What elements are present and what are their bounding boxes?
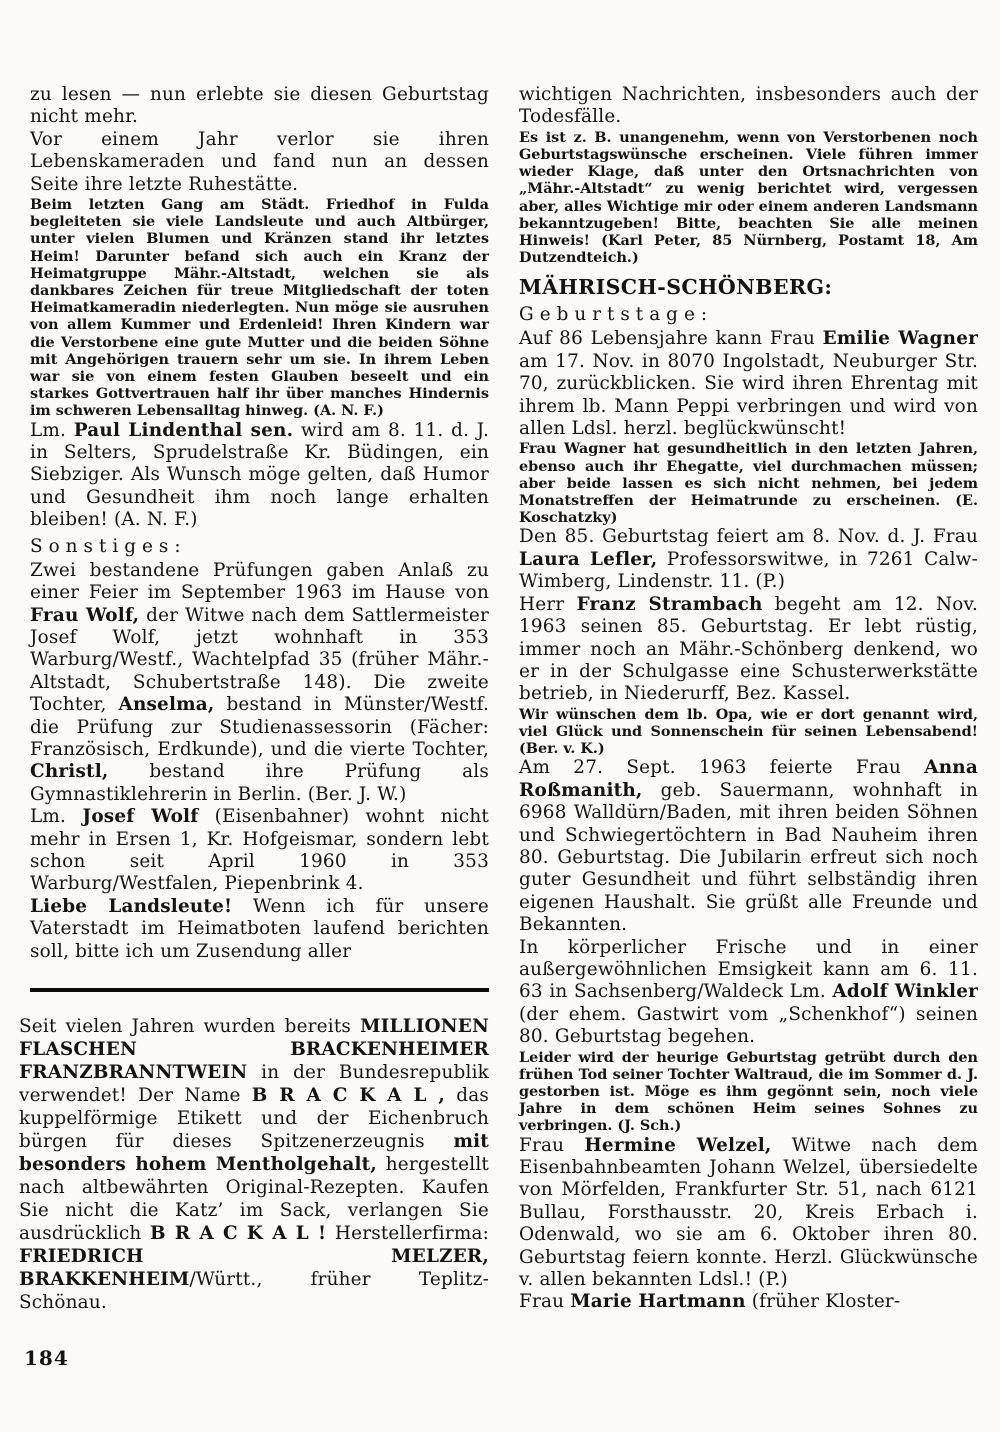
paragraph (519, 328, 978, 440)
emphasized-name: Josef Wolf (82, 806, 199, 828)
paragraph (519, 440, 978, 526)
text-run: wichtigen Nachrichten, insbesonders auch der Todesfälle. (519, 84, 978, 128)
text-run: Frau Wagner hat gesundheitlich in den letzten Jahren, ebenso auch ihr Ehegatte, viel durchmachen müssen; aber beide lassen es sich nicht nehmen, bei jedem Monatstreffen der Heimatrunde zu erscheinen. (E. Koschatzky) (519, 440, 978, 527)
emphasized-name: B R A C K A L , (251, 1085, 446, 1107)
text-run: Den 85. Geburtstag feiert am 8. Nov. d. J. Frau (519, 526, 978, 548)
emphasized-name: Marie Hartmann (570, 1291, 746, 1313)
paragraph (30, 84, 489, 129)
emphasized-name: MILLIONEN FLASCHEN BRACKENHEIMER FRANZBRANNTWEIN (19, 1016, 489, 1084)
text-run: /Württ., früher Teplitz-Schönau. (19, 1269, 489, 1314)
emphasized-name: Anselma, (118, 694, 215, 716)
right-column (519, 84, 978, 1314)
text-run: das kuppelförmige Etikett und der Eichenbruch bürgen für dieses Spitzenerzeugnis (19, 1085, 489, 1153)
paragraph (30, 129, 489, 196)
text-run: Lm. (30, 419, 74, 441)
subsection-heading: Geburtstage: (519, 304, 714, 326)
text-run: Seit vielen Jahren wurden bereits (19, 1016, 361, 1038)
paragraph (30, 560, 489, 806)
paragraph (519, 594, 978, 706)
section-divider (30, 988, 489, 992)
text-run: Lm. (30, 806, 83, 828)
paragraph (30, 896, 489, 963)
text-run: Witwe nach dem Eisenbahnbeamten Johann Welzel, übersiedelte von Mörfelden, Frankfurter Str. 51, nach 6121 Bullau, Forsthausstr. 20, Kreis Erbach i. Odenwald, wo sie am 6. Oktober ihren 80. Geburtstag feiern konnte. Herzl. Glückwünsche v. allen bekannten Ldsl.! (P.) (519, 1134, 979, 1291)
section-heading: MÄHRISCH-SCHÖNBERG: (519, 275, 833, 300)
paragraph (519, 1135, 978, 1292)
text-run: Wenn ich für unsere Vaterstadt im Heimatboten laufend berichten soll, bitte ich um Zusendung aller (30, 895, 489, 962)
paragraph (519, 706, 978, 758)
emphasized-name: Franz Strambach (576, 593, 763, 615)
text-run: Leider wird der heurige Geburtstag getrübt durch den frühen Tod seiner Tochter Waltraud, die im Sommer d. J. gestorben ist. Möge es ihm gegönnt sein, noch viele Jahre in dem schönen Heim seines Sohnes zu verbringen. (J. Sch.) (519, 1048, 978, 1135)
text-run: Am 27. Sept. 1963 feierte Frau (519, 757, 925, 779)
text-run: in der Bundesrepublik verwendet! Der Name (19, 1062, 489, 1107)
paragraph (30, 196, 489, 420)
paragraph (519, 129, 978, 267)
paragraph (519, 937, 978, 1049)
text-run: (früher Kloster- (745, 1291, 901, 1313)
text-run: geb. Sauermann, wohnhaft in 6968 Walldürn/Baden, mit ihren beiden Söhnen und Schwiegertöchtern in Bad Nauheim ihren 80. Geburtstag. Die Jubilarin erfreut sich noch guter Gesundheit und führt selbständig ihren eigenen Haushalt. Sie grüßt alle Freunde und Bekannten. (519, 779, 978, 936)
paragraph (30, 806, 489, 896)
left-column (19, 84, 490, 1314)
text-run: bestand in Münster/Westf. die Prüfung zur Studienassessorin (Fächer: Französisch, Erdkunde), und die vierte Tochter, (30, 694, 490, 760)
emphasized-name: Frau Wolf, (30, 604, 140, 626)
emphasized-name: Anna Roßmanith, (519, 757, 978, 801)
text-run: Professorswitwe, in 7261 Calw-Wimberg, Lindenstr. 11. (P.) (519, 548, 979, 593)
text-run: zu lesen — nun erlebte sie diesen Geburtstag nicht mehr. (30, 84, 489, 128)
text-run: Herstellerfirma: (326, 1223, 490, 1245)
text-run: Wir wünschen dem lb. Opa, wie er dort genannt wird, viel Glück und Sonnenschein für seinen Lebensabend! (Ber. v. K.) (519, 705, 978, 758)
page-number: 184 (24, 1346, 69, 1370)
text-run: Frau (519, 1134, 585, 1156)
text-run: Vor einem Jahr verlor sie ihren Lebenskameraden und fand nun an dessen Seite ihre letzte Ruhestätte. (30, 128, 489, 195)
emphasized-name: B R A C K A L ! (149, 1223, 327, 1245)
text-run: Auf 86 Lebensjahre kann Frau (519, 328, 823, 350)
text-run: der Witwe nach dem Sattlermeister Josef Wolf, jetzt wohnhaft in 353 Warburg/Westf., Wachtelpfad 35 (früher Mähr.-Altstadt, Schubertstraße 148). Die zweite Tochter, (30, 604, 490, 716)
emphasized-name: Laura Lefler, (519, 548, 658, 570)
emphasized-name: FRIEDRICH MELZER, BRAKKENHEIM (19, 1246, 489, 1291)
subsection-heading: Sonstiges: (30, 535, 187, 557)
text-run: am 17. Nov. in 8070 Ingolstadt, Neuburger Str. 70, zurückblicken. Sie wird ihren Ehrentag mit ihrem lb. Mann Peppi verbringen und wird von allen Ldsl. herzl. beglückwünscht! (519, 350, 978, 440)
emphasized-name: Hermine Welzel, (584, 1134, 772, 1156)
emphasized-name: Liebe Landsleute! (30, 895, 233, 917)
text-run: Zwei bestandene Prüfungen gaben Anlaß zu einer Feier im September 1963 im Hause von (30, 559, 489, 604)
emphasized-name: Paul Lindenthal sen. (73, 419, 294, 441)
text-run: bestand ihre Prüfung als Gymnastiklehrerin in Berlin. (Ber. J. W.) (30, 761, 489, 805)
text-run: Herr (519, 593, 577, 615)
emphasized-name: Adolf Winkler (832, 981, 978, 1003)
paragraph (519, 757, 978, 936)
paragraph (519, 526, 978, 593)
text-run: hergestellt nach altbewährten Original-Rezepten. Kaufen Sie nicht die Katz’ im Sack, verlangen Sie ausdrücklich (19, 1154, 489, 1245)
text-run: In körperlicher Frische und in einer außergewöhnlichen Emsigkeit kann am 6. 11. 63 in Sachsenberg/Waldeck Lm. (519, 936, 978, 1003)
emphasized-name: Emilie Wagner (822, 328, 978, 350)
emphasized-name: mit besonders hohem Mentholgehalt, (19, 1131, 489, 1176)
paragraph (519, 84, 978, 129)
paragraph (30, 420, 489, 532)
text-run: (Eisenbahner) wohnt nicht mehr in Ersen 1, Kr. Hofgeismar, sondern lebt schon seit April 1960 in 353 Warburg/Westfalen, Piepenbrink 4. (30, 806, 489, 895)
emphasized-name: Christl, (30, 761, 109, 783)
paragraph (519, 1291, 978, 1313)
advertisement-paragraph (19, 1015, 489, 1314)
paragraph (519, 1049, 978, 1135)
text-run: Beim letzten Gang am Städt. Friedhof in Fulda begleiteten sie viele Landsleute und auch Altbürger, unter vielen Blumen und Kränzen stand ihr letztes Heim! Darunter befand sich auch ein Kranz der Heimatgruppe Mähr.-Altstadt, welchen sie als dankbares Zeichen für treue Mitgliedschaft der toten Heimatkameradin niederlegten. Nun möge sie ausruhen von allem Kummer und Erdenleid! Ihren Kindern war die Verstorbene eine gute Mutter und die beiden Söhne mit Angehörigen trauern sehr um sie. In ihrem Leben war sie von einem festen Glauben beseelt und ein starkes Gottvertrauen half ihr über manches Hindernis im schweren Lebensalltag hinweg. (A. N. F.) (30, 196, 489, 420)
text-run: wird am 8. 11. d. J. in Selters, Sprudelstraße Kr. Büdingen, ein Siebziger. Als Wunsch möge gelten, daß Humor und Gesundheit ihm noch lange erhalten bleiben! (A. N. F.) (30, 419, 489, 531)
text-run: (der ehem. Gastwirt vom „Schenkhof“) seinen 80. Geburtstag begehen. (519, 1003, 978, 1048)
text-run: Es ist z. B. unangenehm, wenn von Verstorbenen noch Geburtstagswünsche erscheinen. Viele führen immer wieder Klage, daß unter den Ortsnachrichten von „Mähr.-Altstadt“ zu wenig berichtet wird, vergessen aber, alles Wichtige mir oder einem anderen Landsmann bekanntzugeben! Bitte, beachten Sie alle meinen Hinweis! (Karl Peter, 85 Nürnberg, Postamt 18, Am Dutzendteich.) (519, 128, 978, 267)
text-run: Frau (519, 1291, 571, 1313)
text-run: begeht am 12. Nov. 1963 seinen 85. Geburtstag. Er lebt rüstig, immer noch an Mähr.-Schönberg denkend, wo er in der Schulgasse eine Schusterwerkstätte betrieb, in Niederurff, Bez. Kassel. (519, 593, 978, 705)
